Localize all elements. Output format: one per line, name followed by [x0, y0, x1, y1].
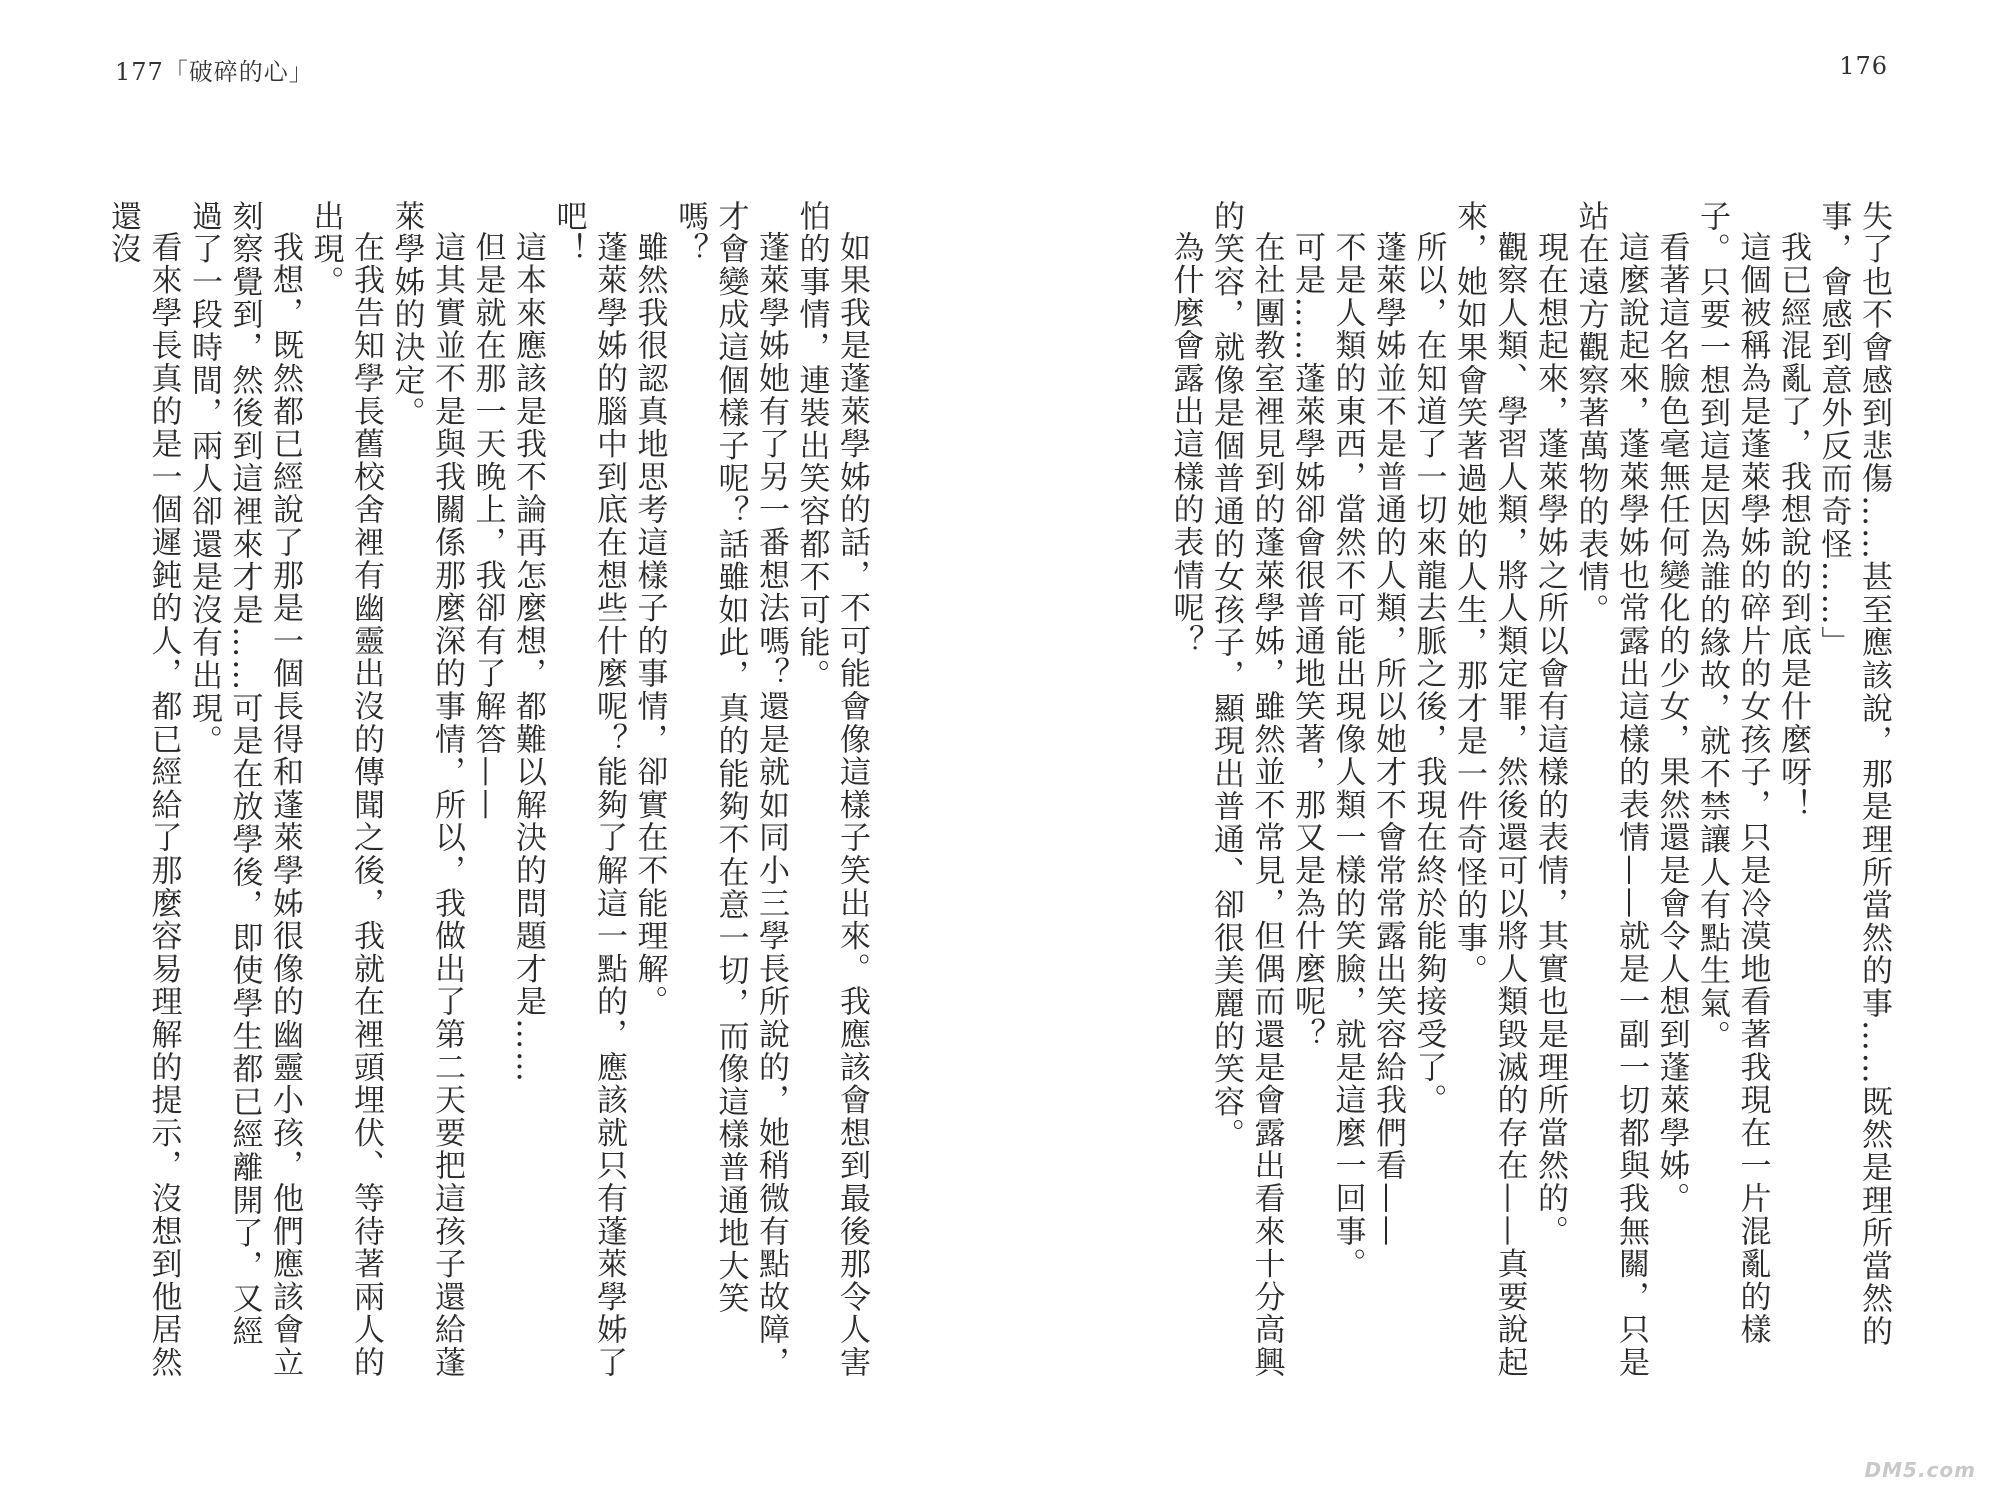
- paragraph: 可是……蓬萊學姊卻會很普通地笑著，那又是為什麼呢？: [1289, 231, 1325, 1051]
- paragraph: 這個被稱為是蓬萊學姊的碎片的女孩子，只是冷漠地看著我現在一片混亂的樣子。只要一想到這是因為誰的緣故，就不禁讓人有點生氣。: [1694, 200, 1771, 1347]
- paragraph: 蓬萊學姊她有了另一番想法嗎？還是就如同小三學長所說的，她稍微有點故障，才會變成這個樣子呢？話雖如此，真的能夠不在意一切，而像這樣普通地大笑嗎？: [672, 200, 789, 1379]
- paragraph: 但是就在那一天晚上，我卻有了解答——: [469, 231, 506, 822]
- paragraph: 這麼說起來，蓬萊學姊也常露出這樣的表情——就是一副一切都與我無關，只是站在遠方觀察著萬物的表情。: [1572, 200, 1649, 1379]
- paragraph: 觀察人類、學習人類，將人類定罪，然後還可以將人類毀滅的存在——真要說起來，她如果會笑著過她的人生，那才是一件奇怪的事。: [1451, 200, 1528, 1379]
- paragraph: 看來學長真的是一個遲鈍的人，都已經給了那麼容易理解的提示，沒想到他居然還沒: [105, 200, 182, 1379]
- paragraph: 現在想起來，蓬萊學姊之所以會有這樣的表情，其實也是理所當然的。: [1532, 231, 1568, 1248]
- paragraph: 蓬萊學姊並不是普通的人類，所以她才不會常常露出笑容給我們看——: [1370, 231, 1406, 1248]
- right-page-number: 176: [1839, 52, 1888, 80]
- paragraph: 如果我是蓬萊學姊的話，不可能會像這樣子笑出來。我應該會想到最後那令人害怕的事情，連裝出笑容都不可能。: [793, 200, 870, 1379]
- paragraph: 為什麼會露出這樣的表情呢？: [1167, 231, 1204, 658]
- paragraph: 失了也不會感到悲傷……甚至應該說，那是理所當然的事……既然是理所當然的事，會感到意外反而奇怪……」: [1815, 200, 1892, 1348]
- paragraph: 我已經混亂了，我想說的到底是什麼呀！: [1775, 231, 1811, 822]
- paragraph: 蓬萊學姊的腦中到底在想些什麼呢？能夠了解這一點的，應該就只有蓬萊學姊了吧！: [550, 200, 627, 1379]
- paragraph: 在我告知學長舊校舍裡有幽靈出沒的傳聞之後，我就在裡頭埋伏、等待著兩人的出現。: [307, 200, 384, 1379]
- left-page-text: [100, 200, 872, 1380]
- site-watermark-logo: DM5.com: [1864, 1458, 1976, 1482]
- paragraph: 所以，在知道了一切來龍去脈之後，我現在終於能夠接受了。: [1410, 231, 1447, 1117]
- left-page-header: 177「破碎的心」: [115, 58, 314, 86]
- paragraph: 這本來應該是我不論再怎麼想，都難以解決的問題才是……: [510, 231, 546, 1084]
- paragraph: 雖然我很認真地思考這樣子的事情，卻實在不能理解。: [631, 231, 668, 1019]
- paragraph: 這其實並不是與我關係那麼深的事情，所以，我做出了第二天要把這孩子還給蓬萊學姊的決定。: [388, 200, 465, 1379]
- paragraph: 在社團教室裡見到的蓬萊學姊，雖然並不常見，但偶而還是會露出看來十分高興的笑容，就像是個普通的女孩子，顯現出普通、卻很美麗的笑容。: [1208, 200, 1285, 1379]
- right-page-text: [1122, 200, 1894, 1380]
- paragraph: 我想，既然都已經說了那是一個長得和蓬萊學姊很像的幽靈小孩，他們應該會立刻察覺到，然後到這裡來才是……可是在放學後，即使學生都已經離開了，又經過了一段時間，兩人卻還是沒有出現。: [186, 200, 303, 1379]
- paragraph: 不是人類的東西，當然不可能出現像人類一樣的笑臉，就是這麼一回事。: [1329, 231, 1366, 1281]
- paragraph: 看著這名臉色毫無任何變化的少女，果然還是會令人想到蓬萊學姊。: [1653, 231, 1690, 1215]
